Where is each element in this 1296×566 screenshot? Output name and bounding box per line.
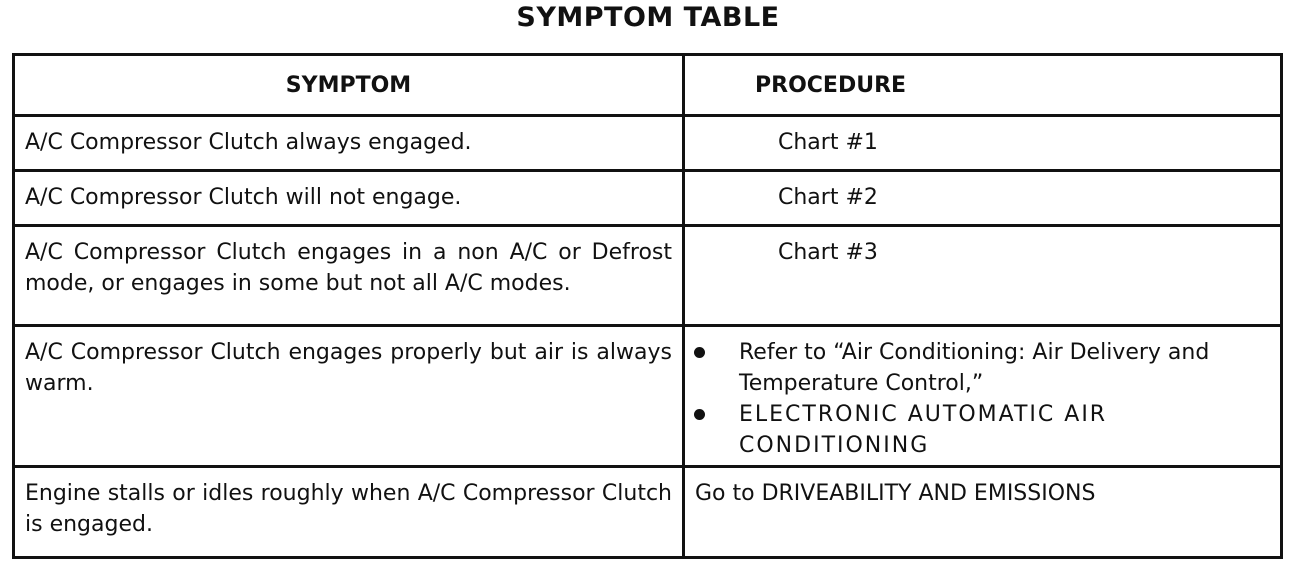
- procedure-cell: [684, 226, 1282, 326]
- table-row: [14, 116, 1282, 171]
- symptom-cell: A/C Compressor Clutch engages in a non A/C or Defrost mode, or engages in some but not all A/C modes.: [14, 226, 684, 326]
- symptom-cell: A/C Compressor Clutch always engaged.: [14, 116, 684, 171]
- symptom-cell: A/C Compressor Clutch will not engage.: [14, 171, 684, 226]
- symptom-cell: A/C Compressor Clutch engages properly but air is always warm.: [14, 326, 684, 467]
- table-row: [14, 467, 1282, 558]
- table-row: [14, 226, 1282, 326]
- bullet-icon: [694, 347, 705, 358]
- page-title: SYMPTOM TABLE: [516, 2, 780, 33]
- list-item: [691, 399, 1270, 461]
- column-header-symptom: [14, 55, 684, 116]
- symptom-cell: Engine stalls or idles roughly when A/C Compressor Clutch is engaged.: [14, 467, 684, 558]
- procedure-cell: [684, 116, 1282, 171]
- procedure-cell: [684, 326, 1282, 467]
- column-header-procedure: [684, 55, 1282, 116]
- symptom-table: [12, 53, 1283, 559]
- column-header-symptom-label: SYMPTOM: [285, 72, 412, 98]
- procedure-chart-2: Chart #2: [778, 185, 878, 210]
- table-row: [14, 171, 1282, 226]
- procedure-cell: Go to DRIVEABILITY AND EMISSIONS: [684, 467, 1282, 558]
- procedure-chart-3: Chart #3: [778, 240, 878, 265]
- procedure-bullet-text: Refer to “Air Conditioning: Air Delivery and Temperature Control,”: [739, 340, 1210, 396]
- table-header-row: [14, 55, 1282, 116]
- column-header-procedure-label: PROCEDURE: [755, 72, 907, 98]
- procedure-bullet-text: ELECTRONIC AUTOMATIC AIR CONDITIONING: [739, 402, 1108, 458]
- list-item: [691, 337, 1270, 399]
- procedure-chart-1: Chart #1: [778, 130, 878, 155]
- table-row: [14, 326, 1282, 467]
- procedure-bullet-list: [691, 337, 1270, 461]
- procedure-cell: [684, 171, 1282, 226]
- bullet-icon: [694, 409, 705, 420]
